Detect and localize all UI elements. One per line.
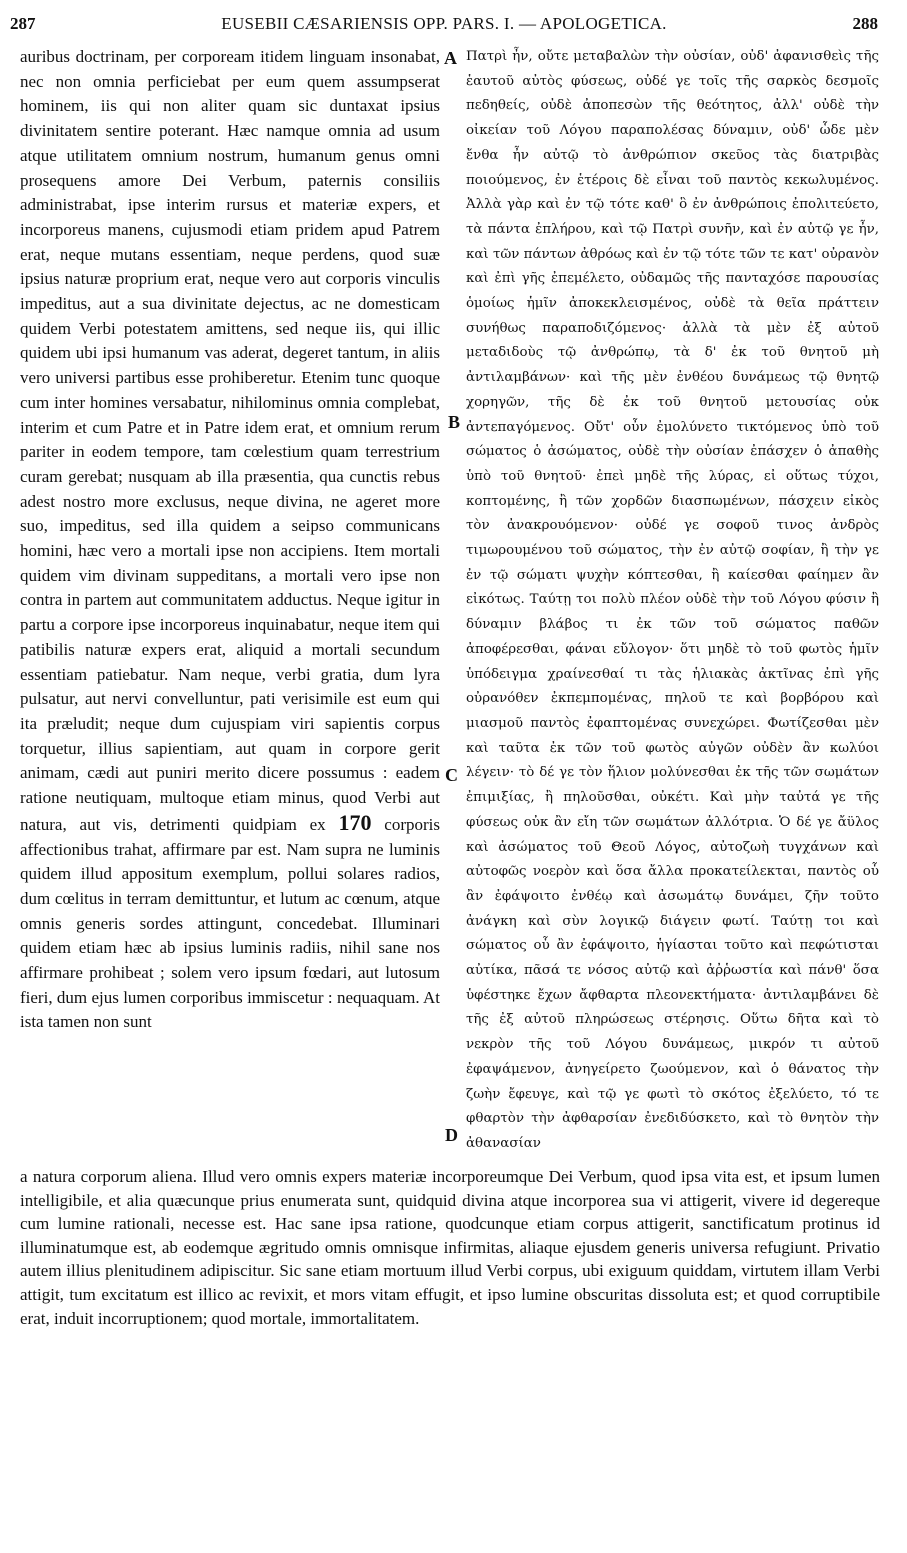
- margin-letter-b: B: [448, 412, 461, 432]
- latin-continuation: a natura corporum aliena. Illud vero omnis expers materiæ incorporeumque Dei Verbum, quod ipsa vita est, et ipsum lumen intelligibile, et alia quæcunque prius enumerata sunt, quidquid divina atque incorporea sua vi attigerit, vivere id degereque cum lumine rationali, necesse est. Hac sane ipsa ratione, quodcunque etiam corpus attigerit, sanctificatum protinus id illuminatumque est, ab eodemque ægritudo omnis omnisque infirmitas, aliaque ejusdem generis universa refugiunt. Privatio autem illius plenitudinem adipiscitur. Sic sane etiam mortuum illud Verbi corpus, ubi exiguum quiddam, virtutem illam Verbi attigit, tum excitatum est illico ac revixit, et mors vitam effugit, et ipso lumine obscuritas dissoluta est; et quod corruptibile erat, induit incorruptionem; quod mortale, immortalitatem.: [20, 1167, 880, 1328]
- latin-text-part1: auribus doctrinam, per corpoream itidem linguam insonabat, nec non omnia perficiebat per eum quem assumpserat hominem, iis qui non aliter quam sic duntaxat ipsius divinitatem sentire poterant. Hæc namque omnia ad usum atque utilitatem omnium nostrum, humanum genus omni prosequens amore Dei Verbum, paternis consiliis administrabat, ipse interim rursus et materiæ expers, et incorporeus manens, cujusmodi etiam pridem apud Patrem erat, neque mutans essentiam, neque perdens, quod suæ ipsius naturæ proprium erat, neque vero aut corporis vinculis impeditus, aut a sua divinitate dejectus, ac ne domesticam quidem Verbi potestatem amittens, sed neque iis, qui illic quidem ubi ipsi humanum vas aderat, degeret tantum, in aliis vero universi partibus esse prohiberetur. Etenim tunc quoque cum inter homines versabatur, nihilominus omnia complebat, interim et cum Patre et in Patre idem erat, et omnium rerum pariter in eodem tempore, tam cœlestium quam terrestrium curam gerebat; nusquam ab illa præsentia, qua cunctis rebus adest nostro more exclusus, neque divina, ne ageret more suo, impeditus, sed illa quidem a seipso communicans homini, hæc vero a mortali ipse non accipiens. Item mortali quidem vim divinam suppeditans, a mortali vero ipse non contra in partem aut communitatem adductus. Neque igitur in partu a corpore ipse incorporeus inquinabatur, neque item qui patibilis naturæ expers erat, aliquid a mortali secundum essentiam patiebatur. Nam neque, verbi gratia, dum lyra pulsatur, aut nervi convelluntur, pati verisimile est eum qui ita præludit; neque dum cujuspiam viri sapientis corpus torquetur, illius sapientiam, aut quam in corpore gerit animam, cædi aut puniri merito dicere possumus : eadem ratione neutiquam, multoque etiam minus, quod Verbi aut natura, aut vis, detrimenti quidpiam ex: [20, 47, 440, 834]
- margin-letter-d: D: [445, 1125, 458, 1145]
- greek-column: Πατρὶ ἦν, οὔτε μεταβαλὼν τὴν οὐσίαν, οὐδ' ἀφανισθεὶς τῆς ἑαυτοῦ αὐτὸς φύσεως, οὐδέ γε τοῖς τῆς σαρκὸς δεσμοῖς πεδηθείς, οὐδὲ ἀποπεσὼν τῆς θεότητος, ἀλλ' οὐδὲ τὴν οἰκείαν τοῦ Λόγου παραπολέσας δύναμιν, οὐδ' ὧδε μὲν ἔνθα ἦν αὐτῷ τὸ ἀνθρώπιον σκεῦος τὰς διατριβὰς ποιούμενος, ἐν ἑτέροις δὲ εἶναι τοῦ παντὸς κεκωλυμένος. Ἀλλὰ γὰρ καὶ ἐν τῷ τότε καθ' ὃ ἐν ἀνθρώποις ἐπολιτεύετο, τὰ πάντα ἐπλήρου, καὶ τῷ Πατρὶ συνῆν, καὶ ἐν αὐτῷ γε ἦν, καὶ τῶν πάντων ἀθρόως καὶ ἐν τῷ τότε τῶν τε κατ' οὐρανὸν καὶ ἐπὶ γῆς ἐπεμέλετο, οὐδαμῶς τῆς πανταχόσε παρουσίας ὁμοίως ἡμῖν ἀποκεκλεισμένος, οὐδὲ τὰ θεῖα πράττειν συνήθως παραποδιζόμενος· ἀλλὰ τὰ μὲν ἐξ αὐτοῦ μεταδιδοὺς τῷ ἀνθρώπῳ, τὰ δ' ἐκ τοῦ θνητοῦ μὴ ἀντιλαμβάνων· καὶ τῆς μὲν ἐνθέου δυνάμεως τῷ θνητῷ χορηγῶν, τῆς δὲ ἐκ τοῦ θνητοῦ μετουσίας οὐκ ἀντεπαγόμενος. Οὔτ' οὖν ἐμολύνετο τικτόμενος ὑπὸ τοῦ σώματος ὁ ἀσώματος, οὐδὲ τὴν οὐσίαν ἐπάσχεν ὁ ἀπαθὴς ὑπὸ τοῦ θνητοῦ· ἐπεὶ μηδὲ τῆς λύρας, εἰ οὕτως τύχοι, κοπτομένης, ἢ τῶν χορδῶν διασπωμένων, πάσχειν εἰκὸς τὸν ἀνακρουόμενον· οὐδέ γε σοφοῦ τινος ἀνδρὸς τιμωρουμένου τοῦ σώματος, τὴν ἐν αὐτῷ σοφίαν, ἢ τὴν γε ἐν τῷ σώματι ψυχὴν κόπτεσθαι, ἢ καίεσθαι φαίημεν ἂν εἰκότως. Ταύτῃ τοι πολὺ πλέον οὐδὲ τὴν τοῦ Λόγου φύσιν ἢ δύναμιν βλάβος τι ἐκ τῶν τοῦ σώματος παθῶν ἀποφέρεσθαι, φάναι εὔλογον· ὅτι μηδὲ τὸ τοῦ φωτὸς ἡμῖν ὑπόδειγμα χραίνεσθαί τι τὰς ἡλιακὰς ἀκτῖνας ἐπὶ γῆς οὐρανόθεν ἐκπεμπομένας, πηλοῦ τε καὶ βορβόρου καὶ μιασμοῦ παντὸς ἐφαπτομένας συνεχώρει. Φωτίζεσθαι μὲν καὶ ταῦτα ἐκ τῶν τοῦ φωτὸς αὐγῶν οὐδὲν ἂν κωλύοι λέγειν· τὸ δέ γε τὸν ἥλιον μολύνεσθαι ἐκ τῆς τῶν σωμάτων ἐπιμιξίας, ἢ πηλοῦσθαι, οὐκέτι. Καὶ μὴν ταὐτά γε τῆς φύσεως οὐκ ἂν εἴη τῶν σωμάτων ἀλλότρια. Ὁ δέ γε ἄϋλος καὶ ἀσώματος τοῦ Θεοῦ Λόγος, αὐτοζωὴ τυγχάνων καὶ αὐτοφῶς νοερὸν καὶ ὅσα ἄλλα προκατείλεκται, παντὸς οὗ ἂν ἐφάψοιτο ἐνθέῳ καὶ ἀσωμάτῳ δυνάμει, ζῆν τοῦτο ἀνάγκη καὶ σὺν λογικῷ διάγειν φωτί. Ταύτῃ τοι καὶ σώματος οὗ ἂν ἐφάψοιτο, ἡγίασται τοῦτο καὶ πεφώτισται αὐτίκα, πᾶσά τε νόσος αὐτῷ καὶ ἀῤῥωστία καὶ πάνθ' ὅσα ὑφέστηκε ἔχων ἄφθαρτα πλεονεκτήματα· ἀντιλαμβάνει δὲ τῆς ἐξ αὐτοῦ πληρώσεως στέρησις. Οὕτω δῆτα καὶ τὸ νεκρὸν τῆς τοῦ Λόγου δυνάμεως, μικρόν τι αὐτοῦ ἐφαψάμενον, ἀνηγείρετο ζωούμενον, καὶ ὁ θάνατος τὴν ζωὴν ἔφευγε, καὶ τῷ γε φωτὶ τὸ σκότος ἐξελύετο, τό τε φθαρτὸν τὴν ἀφθαρσίαν ἐνεδιδύσκετο, καὶ τὸ θνητὸν τὴν ἀθανασίαν: [466, 49, 879, 1151]
- margin-letter-a: A: [444, 48, 457, 68]
- page-number-left: 287: [10, 14, 36, 33]
- latin-text-part2: corporis affectionibus trahat, affirmare par est. Nam supra ne luminis quidem illud appositum exemplum, pollui solares radios, dum cœlitus in terram demittuntur, et lutum ac cœnum, atque omnis generis sordes attingunt, concedebat. Illuminari quidem etiam hæc ab ipsius luminis radiis, nihil sane nos affirmare prohibeat ; solem vero ipsum fœdari, aut lutosum fieri, dum ejus lumen corporibus immiscetur : nequaquam. At ista tamen non sunt: [20, 814, 440, 1032]
- marginal-number: 170: [338, 809, 372, 835]
- running-header: [10, 14, 878, 40]
- running-title: EUSEBII CÆSARIENSIS OPP. PARS. I. — APOLOGETICA.: [221, 14, 667, 33]
- margin-letter-c: C: [445, 765, 458, 785]
- latin-column: [20, 45, 440, 1035]
- page-number-right: 288: [852, 14, 878, 33]
